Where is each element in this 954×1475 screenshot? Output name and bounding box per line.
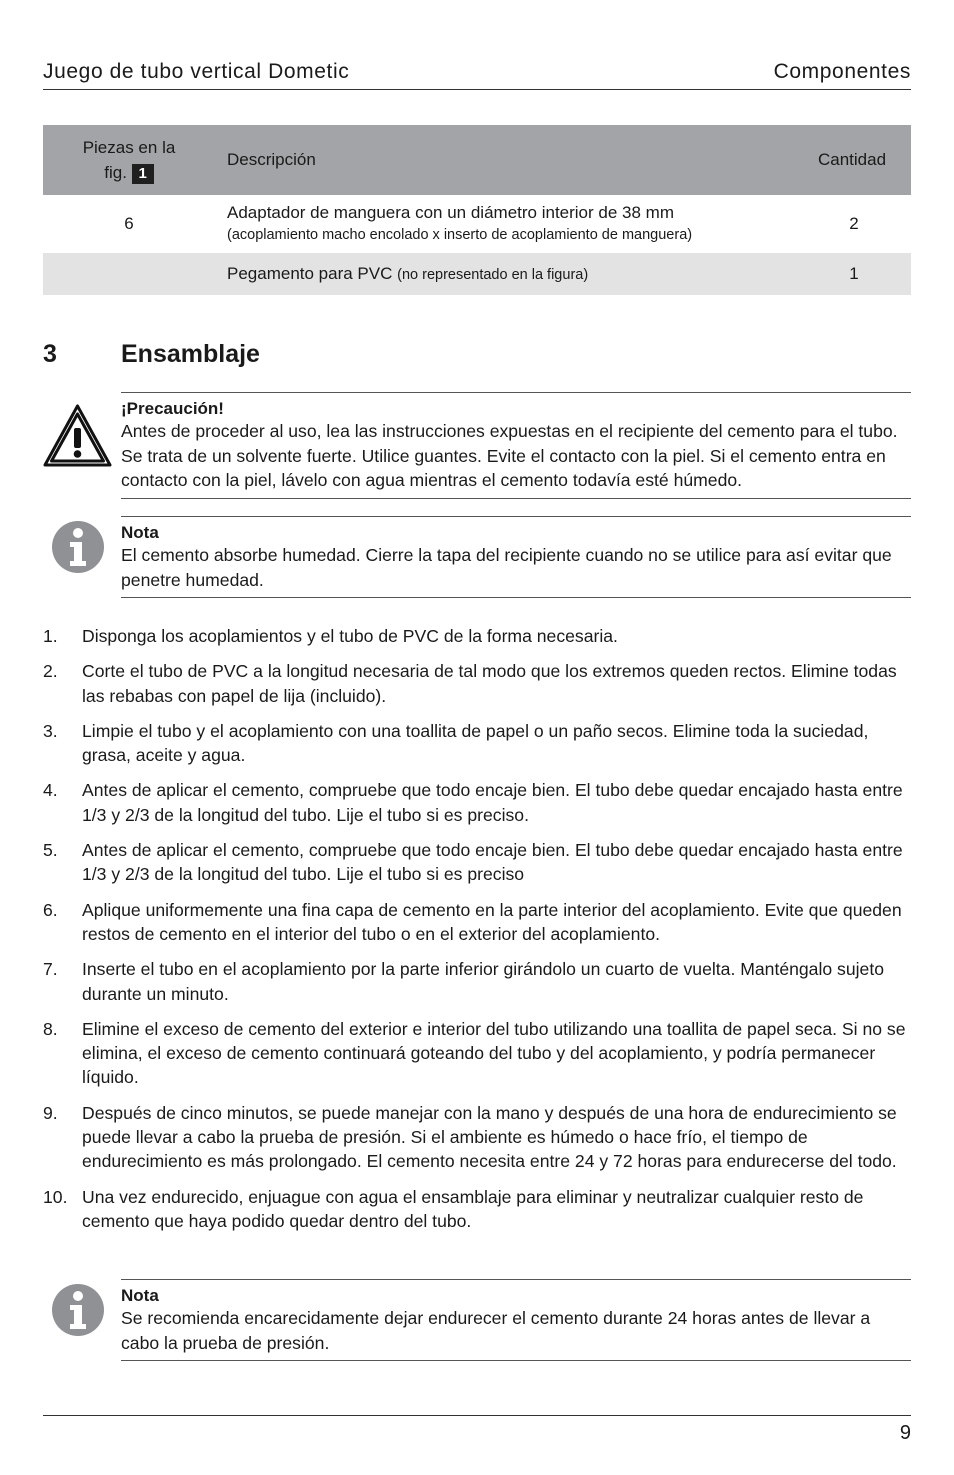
step-text: Elimine el exceso de cemento del exterior e interior del tubo utilizando una toallita de papel seca. Si no se elimina, el exceso de cemento continuará goteando del tubo y del acoplamiento, y podría permanecer líquido. bbox=[82, 1018, 906, 1088]
parts-table bbox=[43, 125, 911, 295]
description-note: (no representado en la figura) bbox=[397, 266, 589, 283]
caution-title: ¡Precaución! bbox=[121, 399, 224, 418]
pieces-header-line2: fig. bbox=[104, 163, 127, 182]
pieces-header bbox=[43, 125, 215, 195]
list-item bbox=[43, 957, 911, 1006]
piece-cell: 6 bbox=[124, 214, 134, 233]
note-title: Nota bbox=[121, 523, 159, 542]
description-cell bbox=[215, 195, 797, 253]
step-number: 5. bbox=[43, 840, 58, 861]
page-header bbox=[43, 58, 911, 90]
step-text: Inserte el tubo en el acoplamiento por la parte inferior girándolo un cuarto de vuelta. Manténgalo sujeto durante un minuto. bbox=[82, 959, 885, 1004]
list-item bbox=[43, 1017, 911, 1090]
note-box bbox=[121, 1279, 911, 1361]
description-main: Adaptador de manguera con un diámetro interior de 38 mm bbox=[227, 203, 674, 222]
list-item bbox=[43, 1185, 911, 1234]
note-box bbox=[121, 516, 911, 598]
step-text: Corte el tubo de PVC a la longitud necesaria de tal modo que los extremos queden rectos. Elimine todas las rebabas con papel de lija (incluido). bbox=[82, 661, 897, 706]
step-text: Limpie el tubo y el acoplamiento con una toallita de papel o un paño secos. Elimine toda la suciedad, grasa, aceite y agua. bbox=[82, 720, 869, 766]
description-main: Pegamento para PVC bbox=[227, 263, 393, 283]
step-number: 7. bbox=[43, 959, 58, 980]
list-item bbox=[43, 838, 911, 887]
list-item bbox=[43, 624, 911, 648]
step-number: 1. bbox=[43, 626, 58, 646]
table-row bbox=[43, 253, 911, 295]
piece-cell bbox=[43, 253, 215, 295]
description-cell bbox=[215, 253, 797, 295]
quantity-cell: 2 bbox=[849, 214, 859, 233]
info-icon bbox=[51, 520, 105, 574]
note-text: Se recomienda encarecidamente dejar endurecer el cemento durante 24 horas antes de llevar a cabo la prueba de presión. bbox=[121, 1308, 871, 1353]
step-text: Después de cinco minutos, se puede manejar con la mano y después de una hora de endurecimiento se puede llevar a cabo la prueba de presión. Si el ambiente es húmedo o hace frío, el tiempo de endurecimiento es más prolongado. El cemento necesita entre 24 y 72 horas para endurecerse del todo. bbox=[82, 1102, 897, 1172]
step-number: 2. bbox=[43, 661, 58, 682]
quantity-cell: 1 bbox=[797, 253, 911, 295]
step-text: Una vez endurecido, enjuague con agua el ensamblaje para eliminar y neutralizar cualquier resto de cemento que haya podido quedar dentro del tubo. bbox=[82, 1186, 864, 1231]
step-number: 10. bbox=[43, 1186, 68, 1207]
section-heading bbox=[43, 340, 260, 369]
document-title: Juego de tubo vertical Dometic bbox=[43, 60, 350, 83]
step-text: Antes de aplicar el cemento, compruebe que todo encaje bien. El tubo debe quedar encajado hasta entre 1/3 y 2/3 de la longitud del tubo. Lije el tubo si es preciso bbox=[82, 840, 903, 885]
footer-rule bbox=[43, 1415, 911, 1416]
step-text: Aplique uniformemente una fina capa de cemento en la parte interior del acoplamiento. Evite que queden restos de cemento en el interior del tubo o en el exterior del acoplamiento. bbox=[82, 899, 902, 944]
description-header: Descripción bbox=[215, 125, 797, 195]
step-number: 9. bbox=[43, 1102, 58, 1123]
list-item bbox=[43, 778, 911, 827]
list-item bbox=[43, 659, 911, 708]
info-icon bbox=[51, 1283, 105, 1337]
quantity-header: Cantidad bbox=[797, 125, 911, 195]
table-header-row bbox=[43, 125, 911, 195]
pieces-header-line1: Piezas en la bbox=[82, 138, 176, 157]
page-number: 9 bbox=[899, 1422, 911, 1444]
step-text: Disponga los acoplamientos y el tubo de PVC de la forma necesaria. bbox=[82, 626, 618, 646]
note-text: El cemento absorbe humedad. Cierre la tapa del recipiente cuando no se utilice para así evitar que penetre humedad. bbox=[121, 545, 892, 590]
assembly-steps bbox=[43, 624, 911, 1244]
caution-text: Antes de proceder al uso, lea las instrucciones expuestas en el recipiente del cemento para el tubo. Se trata de un solvente fuerte. Utilice guantes. Evite el contacto con la piel. Si el cemento entra en contacto con la piel, lávelo con agua mientras el cemento todavía esté húmedo. bbox=[121, 421, 898, 490]
warning-icon bbox=[43, 404, 112, 467]
step-number: 4. bbox=[43, 780, 58, 801]
table-row bbox=[43, 195, 911, 253]
section-title: Ensamblaje bbox=[121, 340, 260, 368]
list-item bbox=[43, 898, 911, 947]
step-number: 3. bbox=[43, 720, 58, 741]
step-text: Antes de aplicar el cemento, compruebe que todo encaje bien. El tubo debe quedar encajado hasta entre 1/3 y 2/3 de la longitud del tubo. Lije el tubo si es preciso. bbox=[82, 780, 903, 825]
caution-box bbox=[121, 392, 911, 499]
note-title: Nota bbox=[121, 1286, 159, 1305]
chapter-title: Componentes bbox=[773, 60, 911, 83]
list-item bbox=[43, 719, 911, 768]
step-number: 8. bbox=[43, 1018, 58, 1039]
list-item bbox=[43, 1101, 911, 1174]
description-note: (acoplamiento macho encolado x inserto de acoplamiento de manguera) bbox=[227, 227, 693, 243]
step-number: 6. bbox=[43, 899, 58, 920]
figure-badge: 1 bbox=[132, 164, 154, 184]
section-number: 3 bbox=[43, 340, 57, 368]
